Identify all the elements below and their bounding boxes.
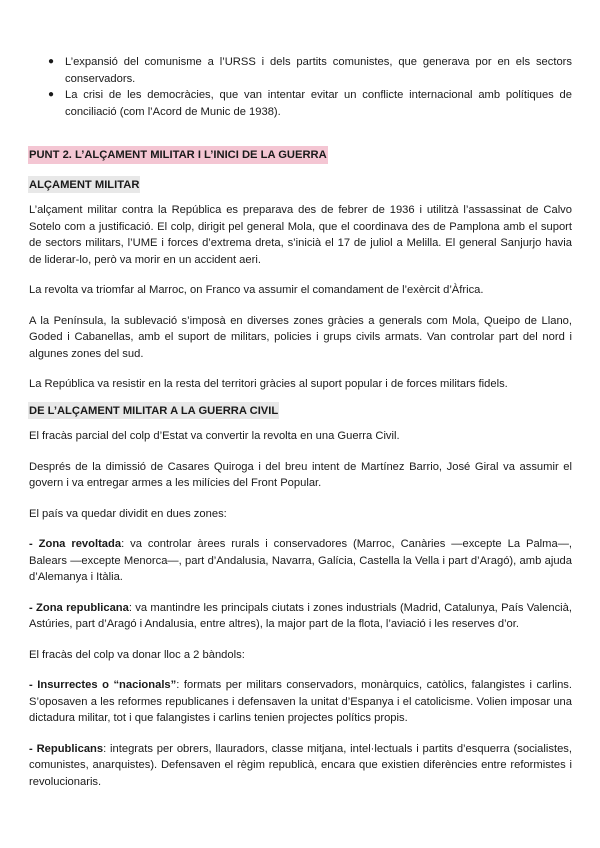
- bullet-list: [29, 54, 572, 120]
- term-text: : integrats per obrers, llauradors, classe mitjana, intel·lectuals i partits d’esquerra (socialistes, comunistes, anarquistes). Defensaven el règim republicà, encara que existien diferències entre reformistes i revolucionaris.: [29, 742, 572, 788]
- subheading-guerra-civil: DE L’ALÇAMENT MILITAR A LA GUERRA CIVIL: [28, 402, 279, 420]
- paragraph-zona-republicana: [29, 600, 572, 633]
- term-text: : va controlar àrees rurals i conservadores (Marroc, Canàries —excepte La Palma—, Balears —excepte Menorca—, part d’Andalusia, Navarra, Galícia, Castella la Vella i part d’Aragó), amb ajuda d’Alemanya i Itàlia.: [29, 538, 572, 583]
- paragraph: El fracàs parcial del colp d’Estat va convertir la revolta en una Guerra Civil.: [29, 430, 400, 442]
- paragraph-zona-revoltada: [29, 536, 572, 586]
- term-label: - Zona revoltada: [29, 538, 122, 550]
- paragraph: A la Península, la sublevació s’imposà en diverses zones gràcies a generals com Mola, Queipo de Llano, Goded i Cabanellas, amb el suport de militars, policies i grups civils armats. Van controlar part del nord i algunes zones del sud.: [29, 314, 572, 360]
- list-item: [48, 54, 572, 87]
- term-text: : formats per militars conservadors, monàrquics, catòlics, falangistes i carlins. S’oposaven a les reformes republicanes i defensaven la unitat d’Espanya i el catolicisme. Volien imposar una dictadura militar, tot i que falangistes i carlins tenien projectes polítics propis.: [29, 679, 572, 724]
- paragraph-insurrectes: [29, 677, 572, 727]
- list-item: [48, 87, 572, 120]
- paragraph: La República va resistir en la resta del territori gràcies al suport popular i de forces militars fidels.: [29, 378, 508, 390]
- bullet-icon: ●: [48, 56, 55, 67]
- bullet-text: L’expansió del comunisme a l’URSS i dels partits comunistes, que generava por en els sectors conservadors.: [65, 56, 572, 85]
- term-label: - Zona republicana: [29, 601, 129, 614]
- subheading-alcament-militar: ALÇAMENT MILITAR: [28, 176, 140, 194]
- paragraph: La revolta va triomfar al Marroc, on Franco va assumir el comandament de l’exèrcit d’Àfrica.: [29, 284, 484, 296]
- section-title: PUNT 2. L’ALÇAMENT MILITAR I L’INICI DE LA GUERRA: [28, 146, 328, 164]
- term-label: - Republicans: [29, 742, 104, 755]
- bullet-text: La crisi de les democràcies, que van intentar evitar un conflicte internacional amb polítiques de conciliació (com l’Acord de Munic de 1938).: [65, 89, 572, 118]
- paragraph-republicans: [29, 741, 572, 791]
- paragraph: L’alçament militar contra la República es preparava des de febrer de 1936 i utilitzà l’assassinat de Calvo Sotelo com a justificació. El colp, dirigit pel general Mola, que el coordinava des de Pamplona amb el suport de sectors militars, l’UME i forces d’extrema dreta, s’inicià el 17 de juliol a Melilla. El general Sanjurjo havia de liderar-lo, però va morir en un accident aeri.: [29, 204, 572, 266]
- term-text: : va mantindre les principals ciutats i zones industrials (Madrid, Catalunya, País Valencià, Astúries, part d’Aragó i Andalusia, entre altres), la major part de la flota, l’aviació i les reserves d’or.: [29, 601, 572, 630]
- paragraph: El fracàs del colp va donar lloc a 2 bàndols:: [29, 648, 245, 661]
- paragraph: Després de la dimissió de Casares Quiroga i del breu intent de Martínez Barrio, José Giral va assumir el govern i va entregar armes a les milícies del Front Popular.: [29, 460, 572, 489]
- document-content: [29, 54, 572, 790]
- paragraph: El país va quedar dividit en dues zones:: [29, 507, 227, 520]
- term-label: - Insurrectes o “nacionals”: [29, 679, 177, 691]
- bullet-icon: ●: [48, 89, 55, 100]
